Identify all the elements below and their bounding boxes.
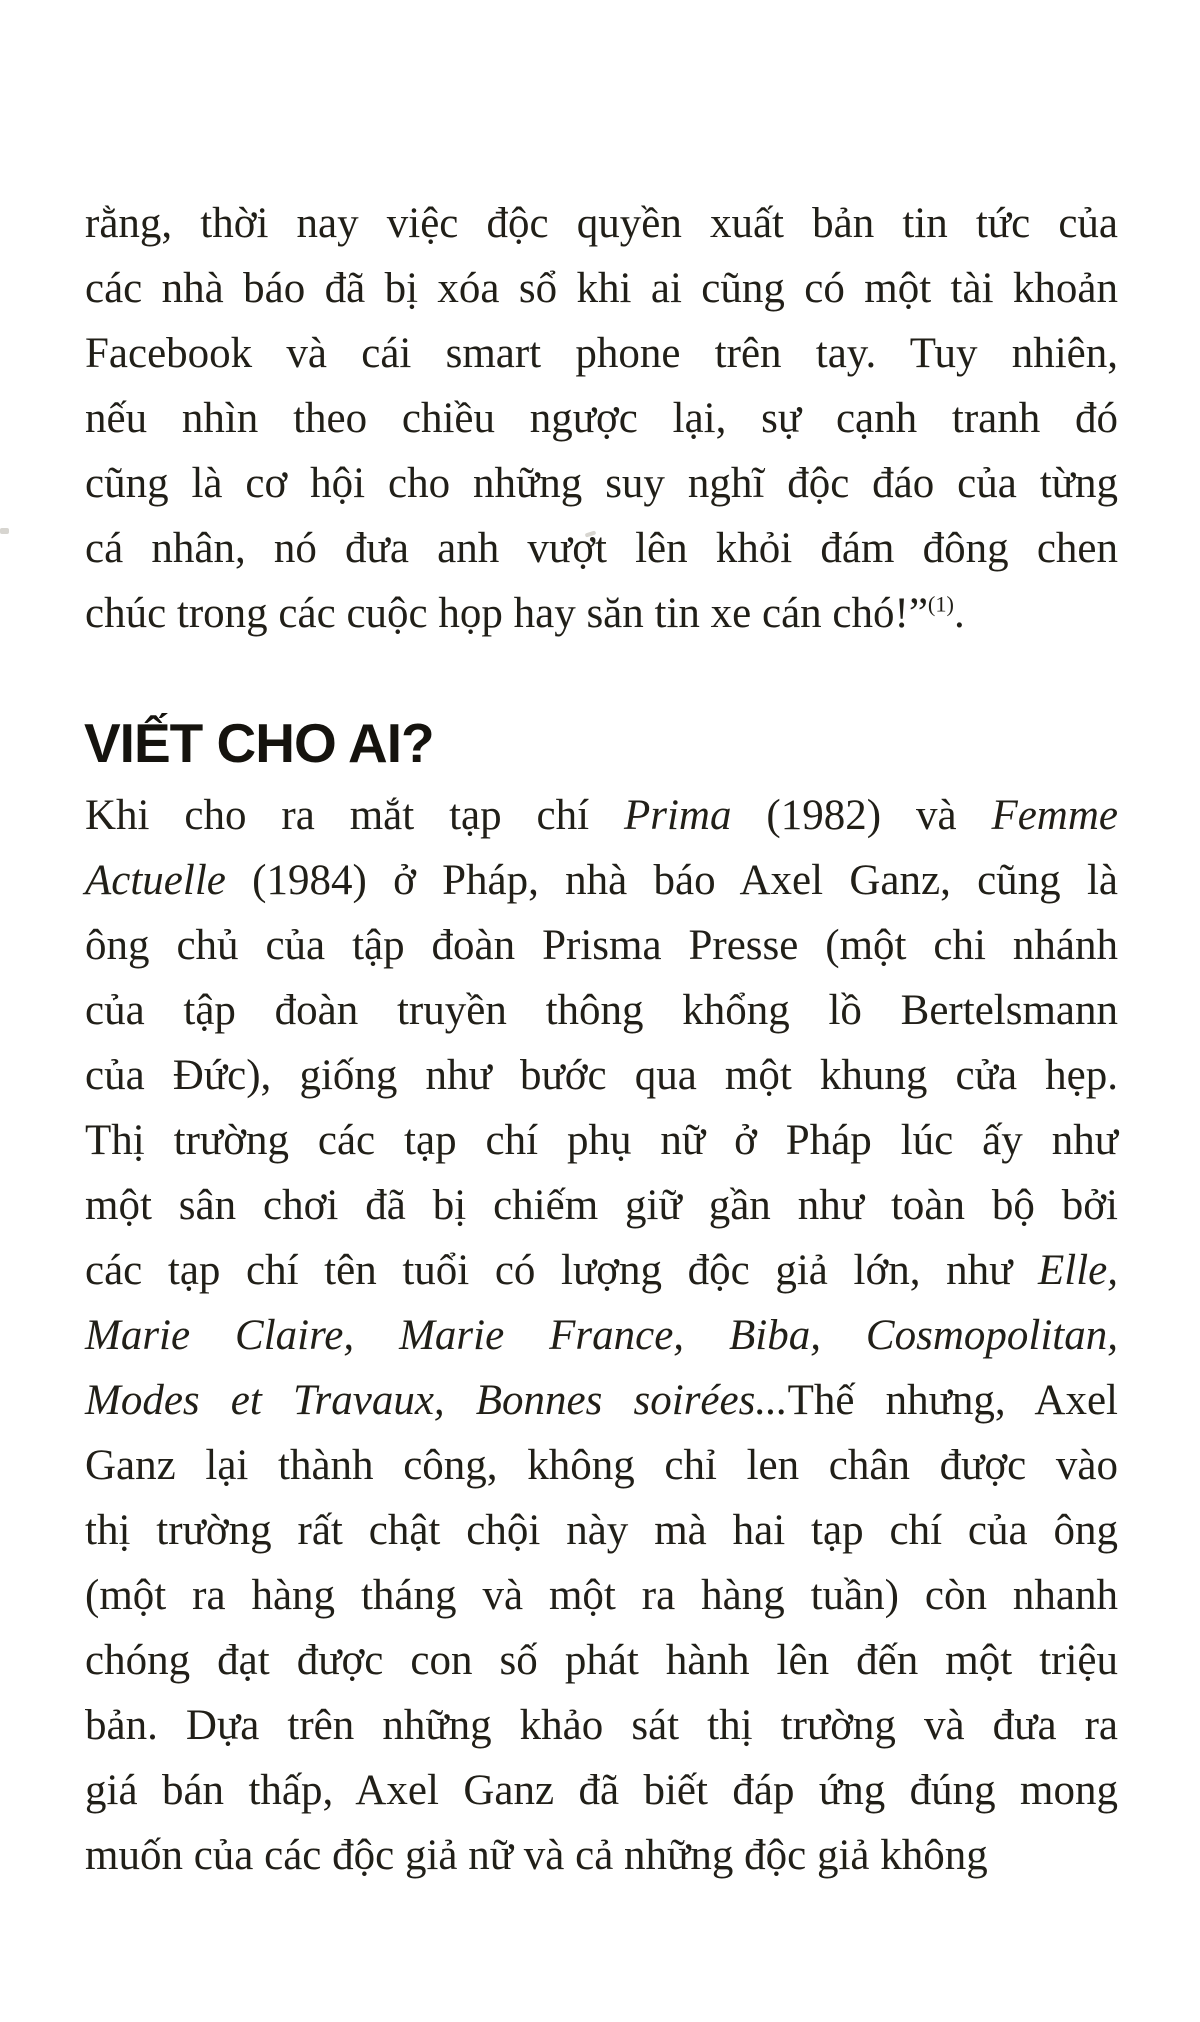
- text-line: [85, 1368, 1118, 1433]
- body-text: của tập đoàn truyền thông khổng lồ Bertelsmann: [85, 987, 1118, 1034]
- body-text: các nhà báo đã bị xóa sổ khi ai cũng có một tài khoản: [85, 265, 1118, 312]
- text-line: [85, 1693, 1118, 1758]
- text-line: [85, 1498, 1118, 1563]
- body-text: Facebook và cái smart phone trên tay. Tuy nhiên,: [85, 330, 1118, 377]
- text-line: [85, 386, 1118, 451]
- text-line: [85, 451, 1118, 516]
- body-text: rằng, thời nay việc độc quyền xuất bản tin tức của: [85, 200, 1118, 247]
- body-text: bản. Dựa trên những khảo sát thị trường và đưa ra: [85, 1702, 1118, 1749]
- body-text: một sân chơi đã bị chiếm giữ gần như toàn bộ bởi: [85, 1182, 1118, 1229]
- body-text: Thị trường các tạp chí phụ nữ ở Pháp lúc ấy như: [85, 1117, 1118, 1164]
- text-line: [85, 1238, 1118, 1303]
- italic-text: Elle,: [1038, 1247, 1118, 1294]
- text-line: [85, 321, 1118, 386]
- body-text: Thế nhưng, Axel: [787, 1377, 1118, 1424]
- paragraph-body: [85, 783, 1118, 1888]
- text-line: [85, 1108, 1118, 1173]
- body-text: ông chủ của tập đoàn Prisma Presse (một chi nhánh: [85, 922, 1118, 969]
- body-text: thị trường rất chật chội này mà hai tạp chí của ông: [85, 1507, 1118, 1554]
- italic-text: Prima: [623, 792, 732, 839]
- text-line: [85, 848, 1118, 913]
- body-text: chúc trong các cuộc họp hay săn tin xe cán chó!”: [85, 590, 928, 637]
- body-text: (1982) và: [731, 792, 992, 839]
- body-text: Khi cho ra mắt tạp chí: [85, 792, 624, 839]
- text-line: [85, 1628, 1118, 1693]
- body-text: cá nhân, nó đưa anh vượt lên khỏi đám đông chen: [85, 525, 1118, 572]
- body-text: nếu nhìn theo chiều ngược lại, sự cạnh tranh đó: [85, 395, 1118, 442]
- body-text: chóng đạt được con số phát hành lên đến một triệu: [85, 1637, 1118, 1684]
- text-line: [85, 1303, 1118, 1368]
- body-text: .: [954, 590, 965, 637]
- body-text: (một ra hàng tháng và một ra hàng tuần) còn nhanh: [85, 1572, 1118, 1619]
- text-line: [85, 191, 1118, 256]
- text-line: [85, 783, 1118, 848]
- text-line: [85, 581, 1118, 646]
- scan-artifact: [0, 528, 9, 534]
- italic-text: Actuelle: [85, 857, 226, 904]
- text-line: [85, 1173, 1118, 1238]
- body-text: các tạp chí tên tuổi có lượng độc giả lớn, như: [85, 1247, 1038, 1294]
- text-line: [85, 516, 1118, 581]
- text-line: [85, 256, 1118, 321]
- body-text: (1984) ở Pháp, nhà báo Axel Ganz, cũng là: [225, 857, 1118, 904]
- text-line: [85, 1563, 1118, 1628]
- body-text: muốn của các độc giả nữ và cả những độc giả không: [85, 1832, 988, 1879]
- body-text: Ganz lại thành công, không chỉ len chân được vào: [85, 1442, 1118, 1489]
- text-line: [85, 1758, 1118, 1823]
- text-line: [85, 1823, 1118, 1888]
- body-text: giá bán thấp, Axel Ganz đã biết đáp ứng đúng mong: [85, 1767, 1118, 1814]
- italic-text: Modes et Travaux, Bonnes soirées...: [85, 1377, 788, 1424]
- footnote-marker: (1): [927, 591, 954, 617]
- italic-text: Marie Claire, Marie France, Biba, Cosmopolitan,: [85, 1312, 1118, 1359]
- text-line: [85, 1433, 1118, 1498]
- text-line: [85, 913, 1118, 978]
- text-line: [85, 1043, 1118, 1108]
- section-heading: VIẾT CHO AI?: [84, 711, 434, 774]
- paragraph-continuation: [85, 191, 1118, 646]
- text-line: [85, 978, 1118, 1043]
- italic-text: Femme: [991, 792, 1118, 839]
- body-text: của Đức), giống như bước qua một khung cửa hẹp.: [85, 1052, 1118, 1099]
- body-text: cũng là cơ hội cho những suy nghĩ độc đáo của từng: [85, 460, 1118, 507]
